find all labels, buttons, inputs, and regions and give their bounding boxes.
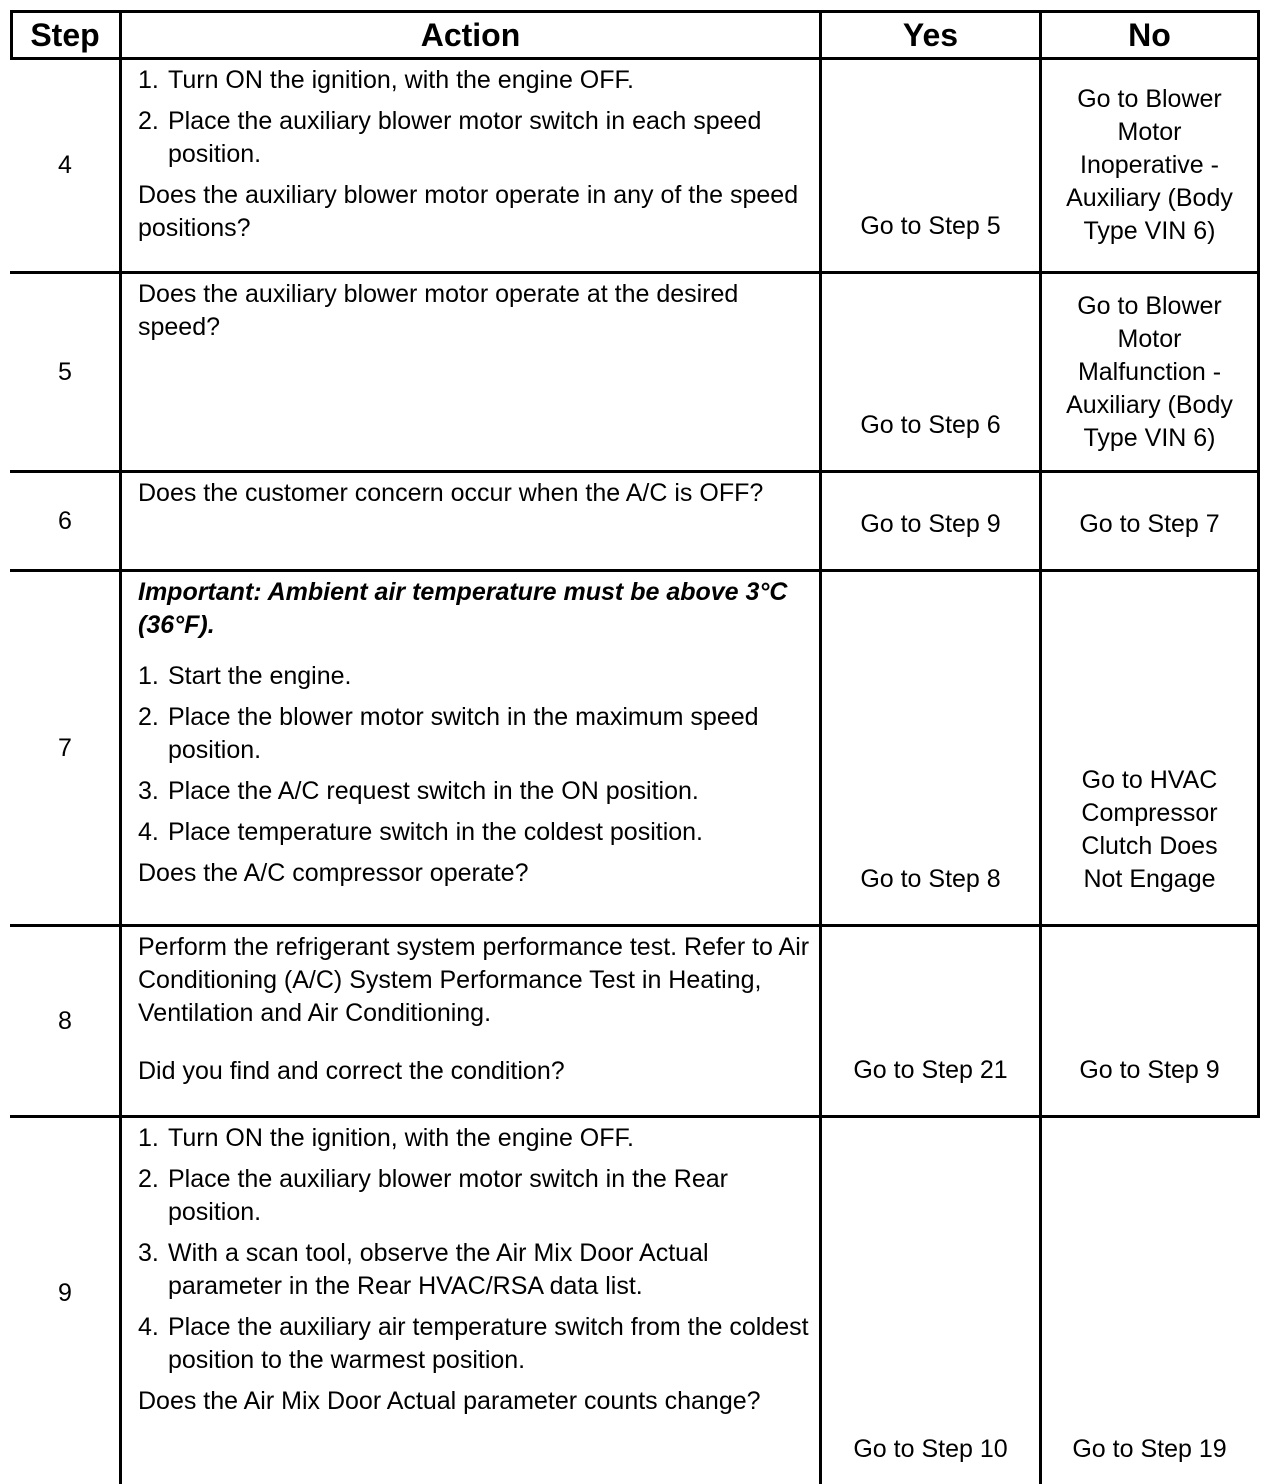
- question-text: Does the A/C compressor operate?: [138, 859, 529, 887]
- list-item: 2. Place the auxiliary blower motor switch in the Rear position.: [138, 1165, 728, 1226]
- question-text: Does the Air Mix Door Actual parameter counts change?: [138, 1387, 761, 1415]
- list-item: 1. Turn ON the ignition, with the engine OFF.: [138, 66, 634, 94]
- step-number: 4: [58, 151, 72, 179]
- step-number: 8: [58, 1006, 72, 1035]
- question-text: Does the auxiliary blower motor operate in any of the speed positions?: [138, 181, 799, 242]
- yes-result: Go to Step 21: [853, 1056, 1008, 1084]
- yes-result: Go to Step 5: [860, 212, 1001, 240]
- header-yes: Yes: [902, 16, 959, 53]
- no-result: Go to HVAC Compressor Clutch Does Not Engage: [1081, 766, 1218, 893]
- list-item: 4. Place the auxiliary air temperature switch from the coldest position to the warmest position.: [138, 1313, 809, 1374]
- no-result: Go to Blower Motor Inoperative - Auxiliary (Body Type VIN 6): [1066, 85, 1233, 245]
- list-item: 2. Place the blower motor switch in the maximum speed position.: [138, 703, 759, 764]
- action-cell: [122, 1118, 819, 1484]
- question-text: Does the customer concern occur when the A/C is OFF?: [138, 479, 764, 507]
- list-item: 4. Place temperature switch in the coldest position.: [138, 818, 703, 846]
- action-cell: [122, 60, 819, 271]
- question-text: Did you find and correct the condition?: [138, 1057, 565, 1085]
- list-item: 2. Place the auxiliary blower motor switch in each speed position.: [138, 107, 762, 168]
- action-cell: [122, 927, 819, 1115]
- question-text: Does the auxiliary blower motor operate at the desired speed?: [138, 280, 739, 341]
- yes-result: Go to Step 6: [860, 411, 1001, 439]
- no-result: Go to Blower Motor Malfunction - Auxiliary (Body Type VIN 6): [1066, 291, 1233, 452]
- important-note: Important: Ambient air temperature must be above 3°C (36°F).: [138, 578, 788, 639]
- list-item: 1. Start the engine.: [138, 662, 352, 690]
- header-no: No: [1128, 16, 1171, 53]
- yes-result: Go to Step 10: [853, 1435, 1008, 1463]
- no-result: Go to Step 9: [1079, 1056, 1220, 1084]
- action-cell: [122, 572, 819, 924]
- step-number: 5: [58, 357, 72, 386]
- no-result: Go to Step 7: [1079, 510, 1220, 538]
- instruction-text: Perform the refrigerant system performance test. Refer to Air Conditioning (A/C) System Performance Test in Heating, Ventilation and Air Conditioning.: [138, 933, 810, 1027]
- action-cell: [122, 473, 819, 569]
- no-result: Go to Step 19: [1072, 1435, 1227, 1463]
- list-item: 3. Place the A/C request switch in the ON position.: [138, 777, 699, 805]
- yes-result: Go to Step 8: [860, 865, 1001, 893]
- header-action: Action: [420, 16, 521, 53]
- list-item: 3. With a scan tool, observe the Air Mix Door Actual parameter in the Rear HVAC/RSA data list.: [138, 1239, 709, 1300]
- action-cell: [122, 274, 819, 470]
- step-number: 9: [58, 1278, 72, 1307]
- step-number: 7: [58, 733, 72, 762]
- header-step: Step: [30, 16, 100, 53]
- table-border-right: [1257, 10, 1260, 1118]
- yes-result: Go to Step 9: [860, 510, 1001, 538]
- list-item: 1. Turn ON the ignition, with the engine OFF.: [138, 1124, 634, 1152]
- step-number: 6: [58, 506, 72, 535]
